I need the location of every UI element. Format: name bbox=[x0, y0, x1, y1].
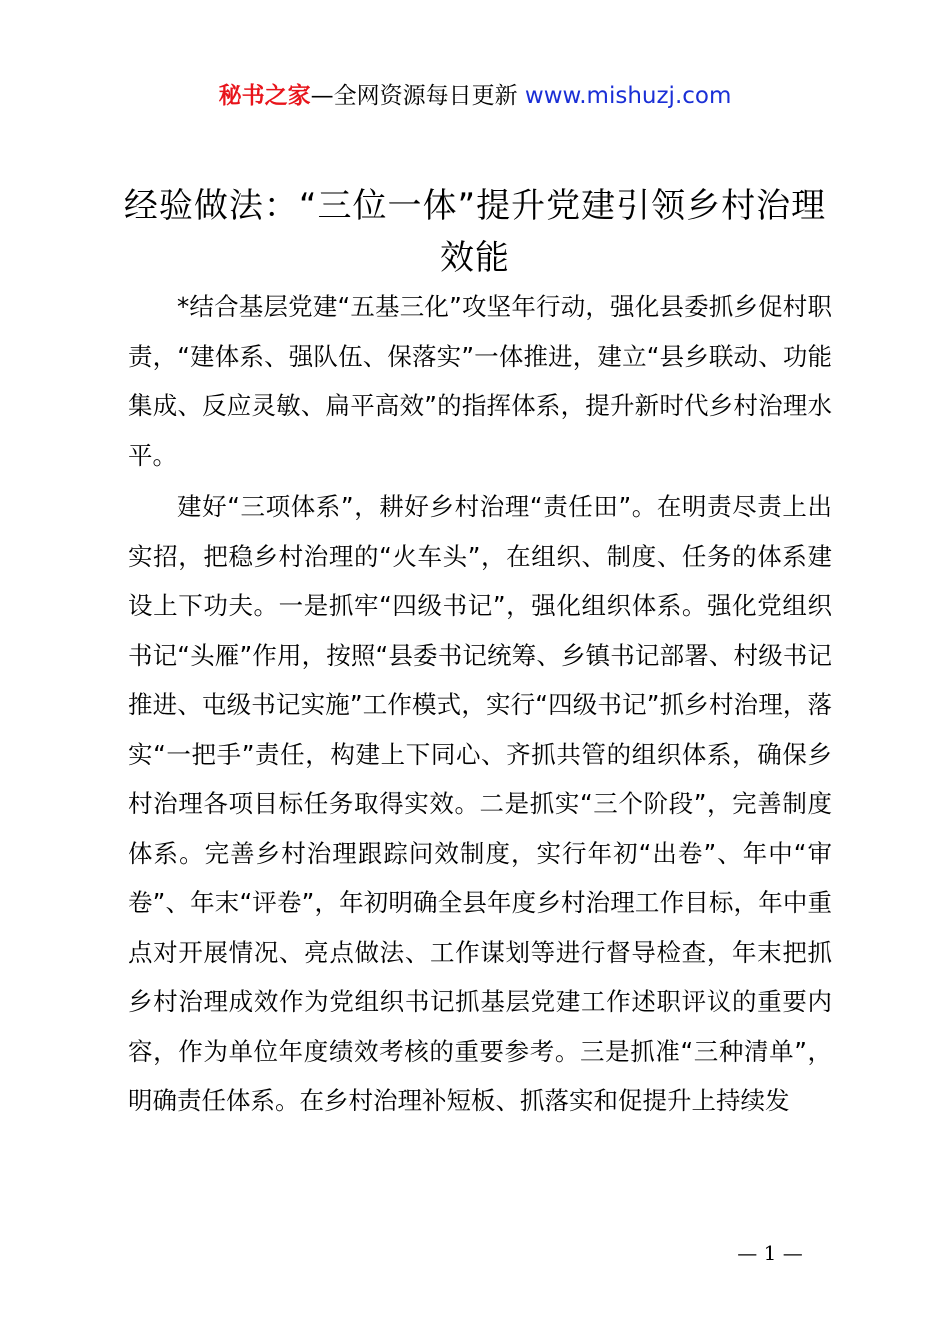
header-tagline: —全网资源每日更新 bbox=[310, 83, 525, 109]
paragraph: *结合基层党建“五基三化”攻坚年行动，强化县委抓乡促村职责，“建体系、强队伍、保落实”一体推进，建立“县乡联动、功能集成、反应灵敏、扁平高效”的指挥体系，提升新时代乡村治理水平。 bbox=[128, 292, 832, 470]
page-number: — 1 — bbox=[737, 1241, 803, 1265]
paragraph: 建好“三项体系”，耕好乡村治理“责任田”。在明责尽责上出实招，把稳乡村治理的“火车头”，在组织、制度、任务的体系建设上下功夫。一是抓牢“四级书记”，强化组织体系。强化党组织书记“头雁”作用，按照“县委书记统筹、乡镇书记部署、村级书记推进、屯级书记实施”工作模式，实行“四级书记”抓乡村治理，落实“一把手”责任，构建上下同心、齐抓共管的组织体系，确保乡村治理各项目标任务取得实效。二是抓实“三个阶段”，完善制度体系。完善乡村治理跟踪问效制度，实行年初“出卷”、年中“审卷”、年末“评卷”，年初明确全县年度乡村治理工作目标，年中重点对开展情况、亮点做法、工作谋划等进行督导检查，年末把抓乡村治理成效作为党组织书记抓基层党建工作述职评议的重要内容，作为单位年度绩效考核的重要参考。三是抓准“三种清单”，明确责任体系。在乡村治理补短板、抓落实和促提升上持续发 bbox=[128, 492, 832, 1115]
document-body bbox=[128, 282, 832, 1126]
brand-name: 秘书之家 bbox=[218, 83, 311, 109]
site-url-link[interactable]: www.mishuzj.com bbox=[524, 83, 732, 109]
page-header bbox=[0, 80, 950, 112]
document-title: 经验做法：“三位一体”提升党建引领乡村治理效能 bbox=[123, 186, 827, 278]
